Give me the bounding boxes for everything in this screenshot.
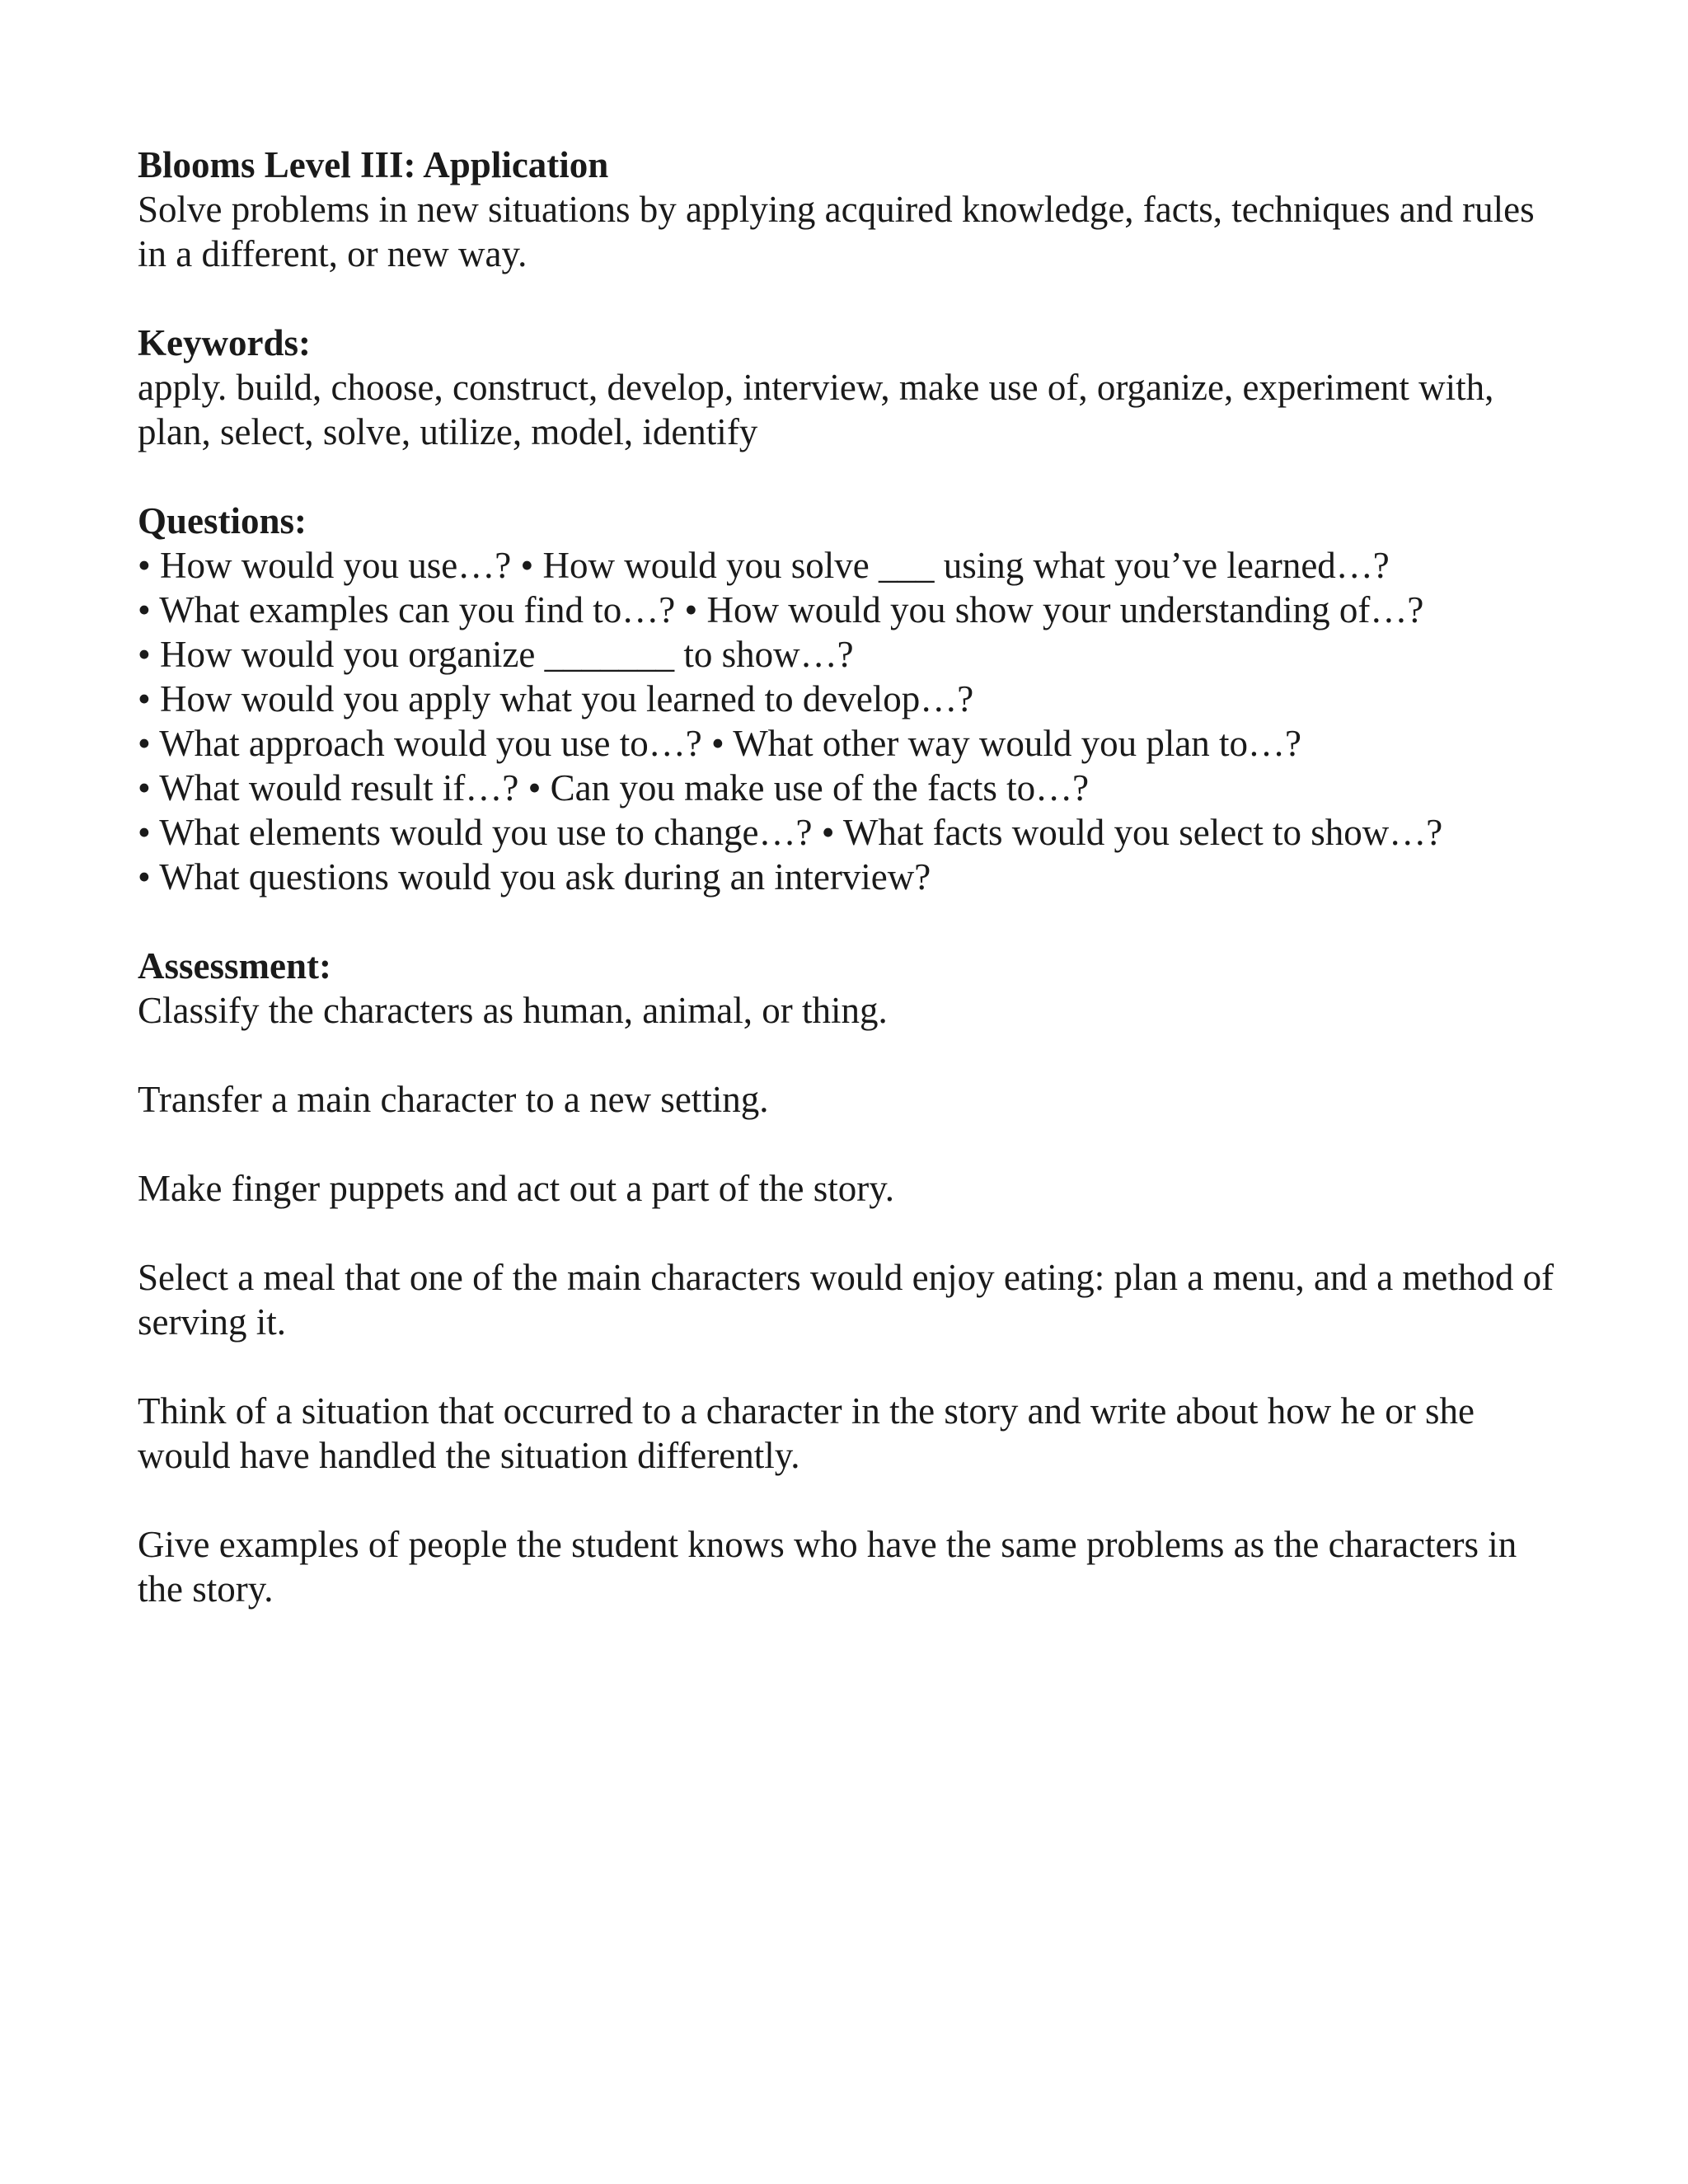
questions-heading: Questions: [138,500,307,541]
assessment-item: Make finger puppets and act out a part of the story. [138,1168,895,1209]
application-description: Solve problems in new situations by applying acquired knowledge, facts, techniques and rules in a different, or new way. [138,189,1535,274]
question-item: • How would you use…? • How would you solve ___ using what you’ve learned…? [138,545,1390,586]
keywords-text: apply. build, choose, construct, develop, interview, make use of, organize, experiment with, plan, select, solve, utilize, model, identify [138,367,1494,452]
document-page [138,143,1555,1656]
keywords-heading: Keywords: [138,322,311,363]
assessment-section [138,944,1555,1611]
question-item: • What elements would you use to change…? • What facts would you select to show…? [138,812,1443,853]
question-item: • What questions would you ask during an interview? [138,856,931,898]
question-item: • What would result if…? • Can you make use of the facts to…? [138,767,1090,808]
question-item: • What examples can you find to…? • How would you show your understanding of…? [138,589,1424,630]
assessment-item: Give examples of people the student knows who have the same problems as the characters in the story. [138,1524,1517,1610]
question-item: • What approach would you use to…? • What other way would you plan to…? [138,723,1302,764]
question-item: • How would you organize _______ to show…? [138,634,854,675]
assessment-heading: Assessment: [138,945,331,987]
application-section [138,143,1555,276]
application-heading: Blooms Level III: Application [138,144,609,185]
questions-list [138,543,1555,899]
assessment-item: Select a meal that one of the main characters would enjoy eating: plan a menu, and a method of serving it. [138,1257,1554,1343]
assessment-item: Think of a situation that occurred to a character in the story and write about how he or she would have handled the situation differently. [138,1390,1475,1476]
question-item: • How would you apply what you learned to develop…? [138,678,974,719]
keywords-section [138,321,1555,454]
assessment-item: Classify the characters as human, animal, or thing. [138,990,888,1031]
assessment-item: Transfer a main character to a new setting. [138,1079,769,1120]
questions-section [138,499,1555,899]
